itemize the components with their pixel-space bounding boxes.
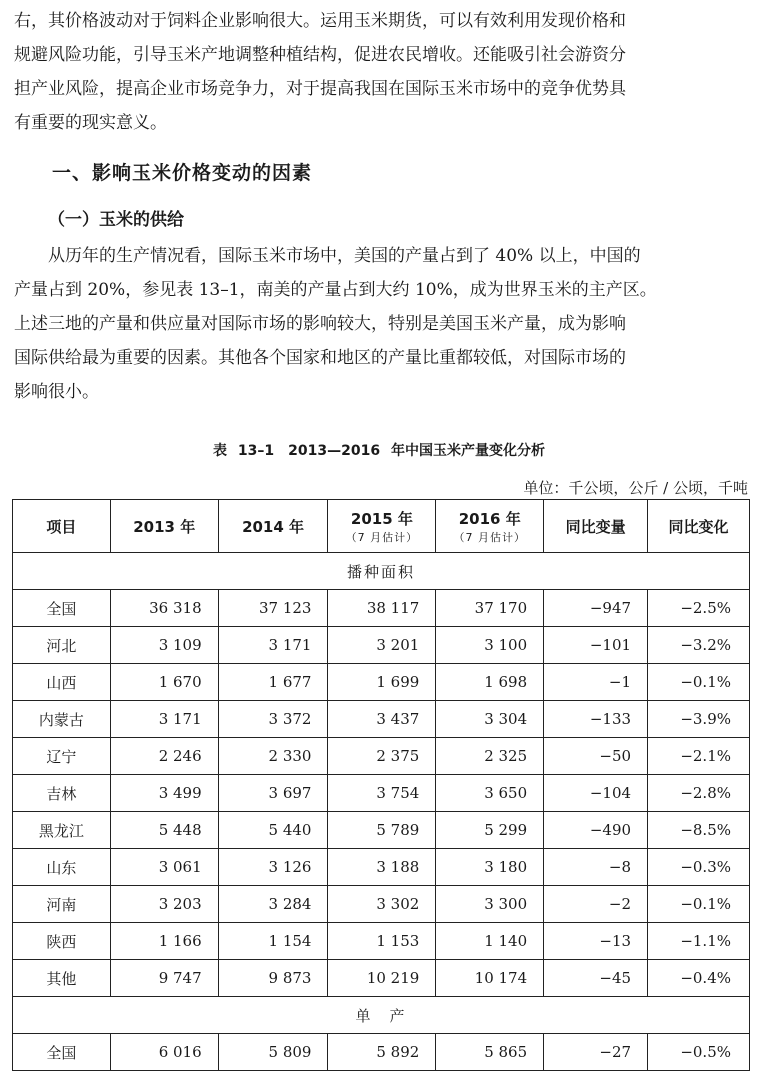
- text-line: 上述三地的产量和供应量对国际市场的影响较大，特别是美国玉米产量，成为影响: [14, 314, 626, 334]
- cell-2013: 3 499: [110, 775, 218, 812]
- section-label: 播种面积: [13, 553, 750, 590]
- text-line: 有重要的现实意义。: [14, 113, 167, 133]
- cell-yoy-pct: −2.5%: [648, 590, 750, 627]
- cell-yoy-change: −133: [544, 701, 648, 738]
- cell-yoy-change: −104: [544, 775, 648, 812]
- cell-2014: 3 697: [218, 775, 328, 812]
- section-row: [13, 997, 750, 1034]
- cell-2013: 1 670: [110, 664, 218, 701]
- table-row: [13, 738, 750, 775]
- cell-2013: 3 171: [110, 701, 218, 738]
- cell-yoy-pct: −0.1%: [648, 664, 750, 701]
- cell-yoy-change: −27: [544, 1034, 648, 1071]
- cell-region: 河南: [13, 886, 111, 923]
- cell-yoy-pct: −2.1%: [648, 738, 750, 775]
- cell-yoy-pct: −3.9%: [648, 701, 750, 738]
- header-2016: 2016 年 （7 月估计）: [436, 500, 544, 553]
- header-yoy-pct: 同比变化: [648, 500, 750, 553]
- cell-yoy-change: −45: [544, 960, 648, 997]
- text-line: 从历年的生产情况看，国际玉米市场中，美国的产量占到了 40% 以上，中国的: [14, 246, 641, 266]
- cell-2013: 36 318: [110, 590, 218, 627]
- text-line: 影响很小。: [14, 382, 99, 402]
- cell-yoy-pct: −2.8%: [648, 775, 750, 812]
- cell-2014: 5 809: [218, 1034, 328, 1071]
- cell-2014: 3 126: [218, 849, 328, 886]
- cell-region: 其他: [13, 960, 111, 997]
- cell-2013: 2 246: [110, 738, 218, 775]
- cell-yoy-change: −50: [544, 738, 648, 775]
- intro-paragraph: [14, 4, 746, 140]
- table-caption: 表 13–1 2013—2016 年中国玉米产量变化分析: [213, 443, 545, 459]
- cell-2016: 3 650: [436, 775, 544, 812]
- cell-2016: 3 100: [436, 627, 544, 664]
- cell-yoy-pct: −1.1%: [648, 923, 750, 960]
- table-row: [13, 775, 750, 812]
- table-row: [13, 923, 750, 960]
- table-row: [13, 590, 750, 627]
- cell-2015: 1 699: [328, 664, 436, 701]
- cell-region: 陕西: [13, 923, 111, 960]
- cell-2013: 3 203: [110, 886, 218, 923]
- cell-2013: 6 016: [110, 1034, 218, 1071]
- cell-region: 辽宁: [13, 738, 111, 775]
- cell-2014: 9 873: [218, 960, 328, 997]
- cell-yoy-change: −947: [544, 590, 648, 627]
- table-row: [13, 1034, 750, 1071]
- table-unit-note: 单位：千公顷，公斤 / 公顷，千吨: [523, 479, 748, 497]
- header-item: 项目: [13, 500, 111, 553]
- section-row: [13, 553, 750, 590]
- cell-2013: 3 061: [110, 849, 218, 886]
- cell-yoy-pct: −0.1%: [648, 886, 750, 923]
- cell-2014: 3 284: [218, 886, 328, 923]
- table-row: [13, 627, 750, 664]
- cell-yoy-change: −1: [544, 664, 648, 701]
- cell-2016: 3 304: [436, 701, 544, 738]
- text-line: 规避风险功能，引导玉米产地调整种植结构，促进农民增收。还能吸引社会游资分: [14, 45, 626, 65]
- cell-yoy-change: −2: [544, 886, 648, 923]
- cell-2015: 10 219: [328, 960, 436, 997]
- cell-2014: 1 677: [218, 664, 328, 701]
- cell-region: 全国: [13, 1034, 111, 1071]
- table-row: [13, 664, 750, 701]
- text-line: 国际供给最为重要的因素。其他各个国家和地区的产量比重都较低，对国际市场的: [14, 348, 626, 368]
- cell-2016: 5 299: [436, 812, 544, 849]
- header-yoy-change: 同比变量: [544, 500, 648, 553]
- cell-region: 河北: [13, 627, 111, 664]
- table-row: [13, 849, 750, 886]
- cell-2013: 3 109: [110, 627, 218, 664]
- cell-2014: 2 330: [218, 738, 328, 775]
- cell-2015: 5 789: [328, 812, 436, 849]
- text-line: 右，其价格波动对于饲料企业影响很大。运用玉米期货，可以有效利用发现价格和: [14, 11, 626, 31]
- cell-region: 内蒙古: [13, 701, 111, 738]
- cell-2015: 3 437: [328, 701, 436, 738]
- cell-yoy-pct: −0.4%: [648, 960, 750, 997]
- table-row: [13, 960, 750, 997]
- section-heading: 一、影响玉米价格变动的因素: [52, 162, 313, 184]
- cell-2016: 5 865: [436, 1034, 544, 1071]
- cell-yoy-pct: −3.2%: [648, 627, 750, 664]
- table-row: [13, 812, 750, 849]
- cell-region: 黑龙江: [13, 812, 111, 849]
- cell-2014: 37 123: [218, 590, 328, 627]
- cell-2014: 1 154: [218, 923, 328, 960]
- cell-region: 山西: [13, 664, 111, 701]
- cell-2016: 2 325: [436, 738, 544, 775]
- cell-yoy-pct: −0.5%: [648, 1034, 750, 1071]
- header-2015: 2015 年 （7 月估计）: [328, 500, 436, 553]
- cell-region: 吉林: [13, 775, 111, 812]
- cell-yoy-pct: −8.5%: [648, 812, 750, 849]
- cell-2015: 3 188: [328, 849, 436, 886]
- cell-region: 全国: [13, 590, 111, 627]
- cell-2013: 9 747: [110, 960, 218, 997]
- supply-paragraph: [14, 239, 746, 409]
- cell-2013: 5 448: [110, 812, 218, 849]
- header-2014: 2014 年: [218, 500, 328, 553]
- subsection-heading: （一）玉米的供给: [48, 210, 184, 230]
- cell-2016: 3 300: [436, 886, 544, 923]
- cell-yoy-change: −101: [544, 627, 648, 664]
- cell-2016: 10 174: [436, 960, 544, 997]
- cell-2015: 5 892: [328, 1034, 436, 1071]
- cell-yoy-change: −13: [544, 923, 648, 960]
- text-line: 担产业风险，提高企业市场竞争力，对于提高我国在国际玉米市场中的竞争优势具: [14, 79, 626, 99]
- header-2013: 2013 年: [110, 500, 218, 553]
- cell-region: 山东: [13, 849, 111, 886]
- table-row: [13, 701, 750, 738]
- cell-2015: 38 117: [328, 590, 436, 627]
- cell-2016: 37 170: [436, 590, 544, 627]
- cell-2015: 3 754: [328, 775, 436, 812]
- cell-2014: 3 171: [218, 627, 328, 664]
- table-header-row: [13, 500, 750, 553]
- text-line: 产量占到 20%，参见表 13–1，南美的产量占到大约 10%，成为世界玉米的主产区。: [14, 280, 657, 300]
- cell-2013: 1 166: [110, 923, 218, 960]
- cell-2015: 3 201: [328, 627, 436, 664]
- cell-2016: 3 180: [436, 849, 544, 886]
- corn-production-table: [12, 499, 750, 1071]
- section-label: 单 产: [13, 997, 750, 1034]
- cell-yoy-pct: −0.3%: [648, 849, 750, 886]
- table-row: [13, 886, 750, 923]
- cell-2014: 5 440: [218, 812, 328, 849]
- cell-2014: 3 372: [218, 701, 328, 738]
- cell-2016: 1 140: [436, 923, 544, 960]
- cell-2015: 3 302: [328, 886, 436, 923]
- cell-yoy-change: −8: [544, 849, 648, 886]
- cell-2015: 1 153: [328, 923, 436, 960]
- cell-2016: 1 698: [436, 664, 544, 701]
- cell-yoy-change: −490: [544, 812, 648, 849]
- cell-2015: 2 375: [328, 738, 436, 775]
